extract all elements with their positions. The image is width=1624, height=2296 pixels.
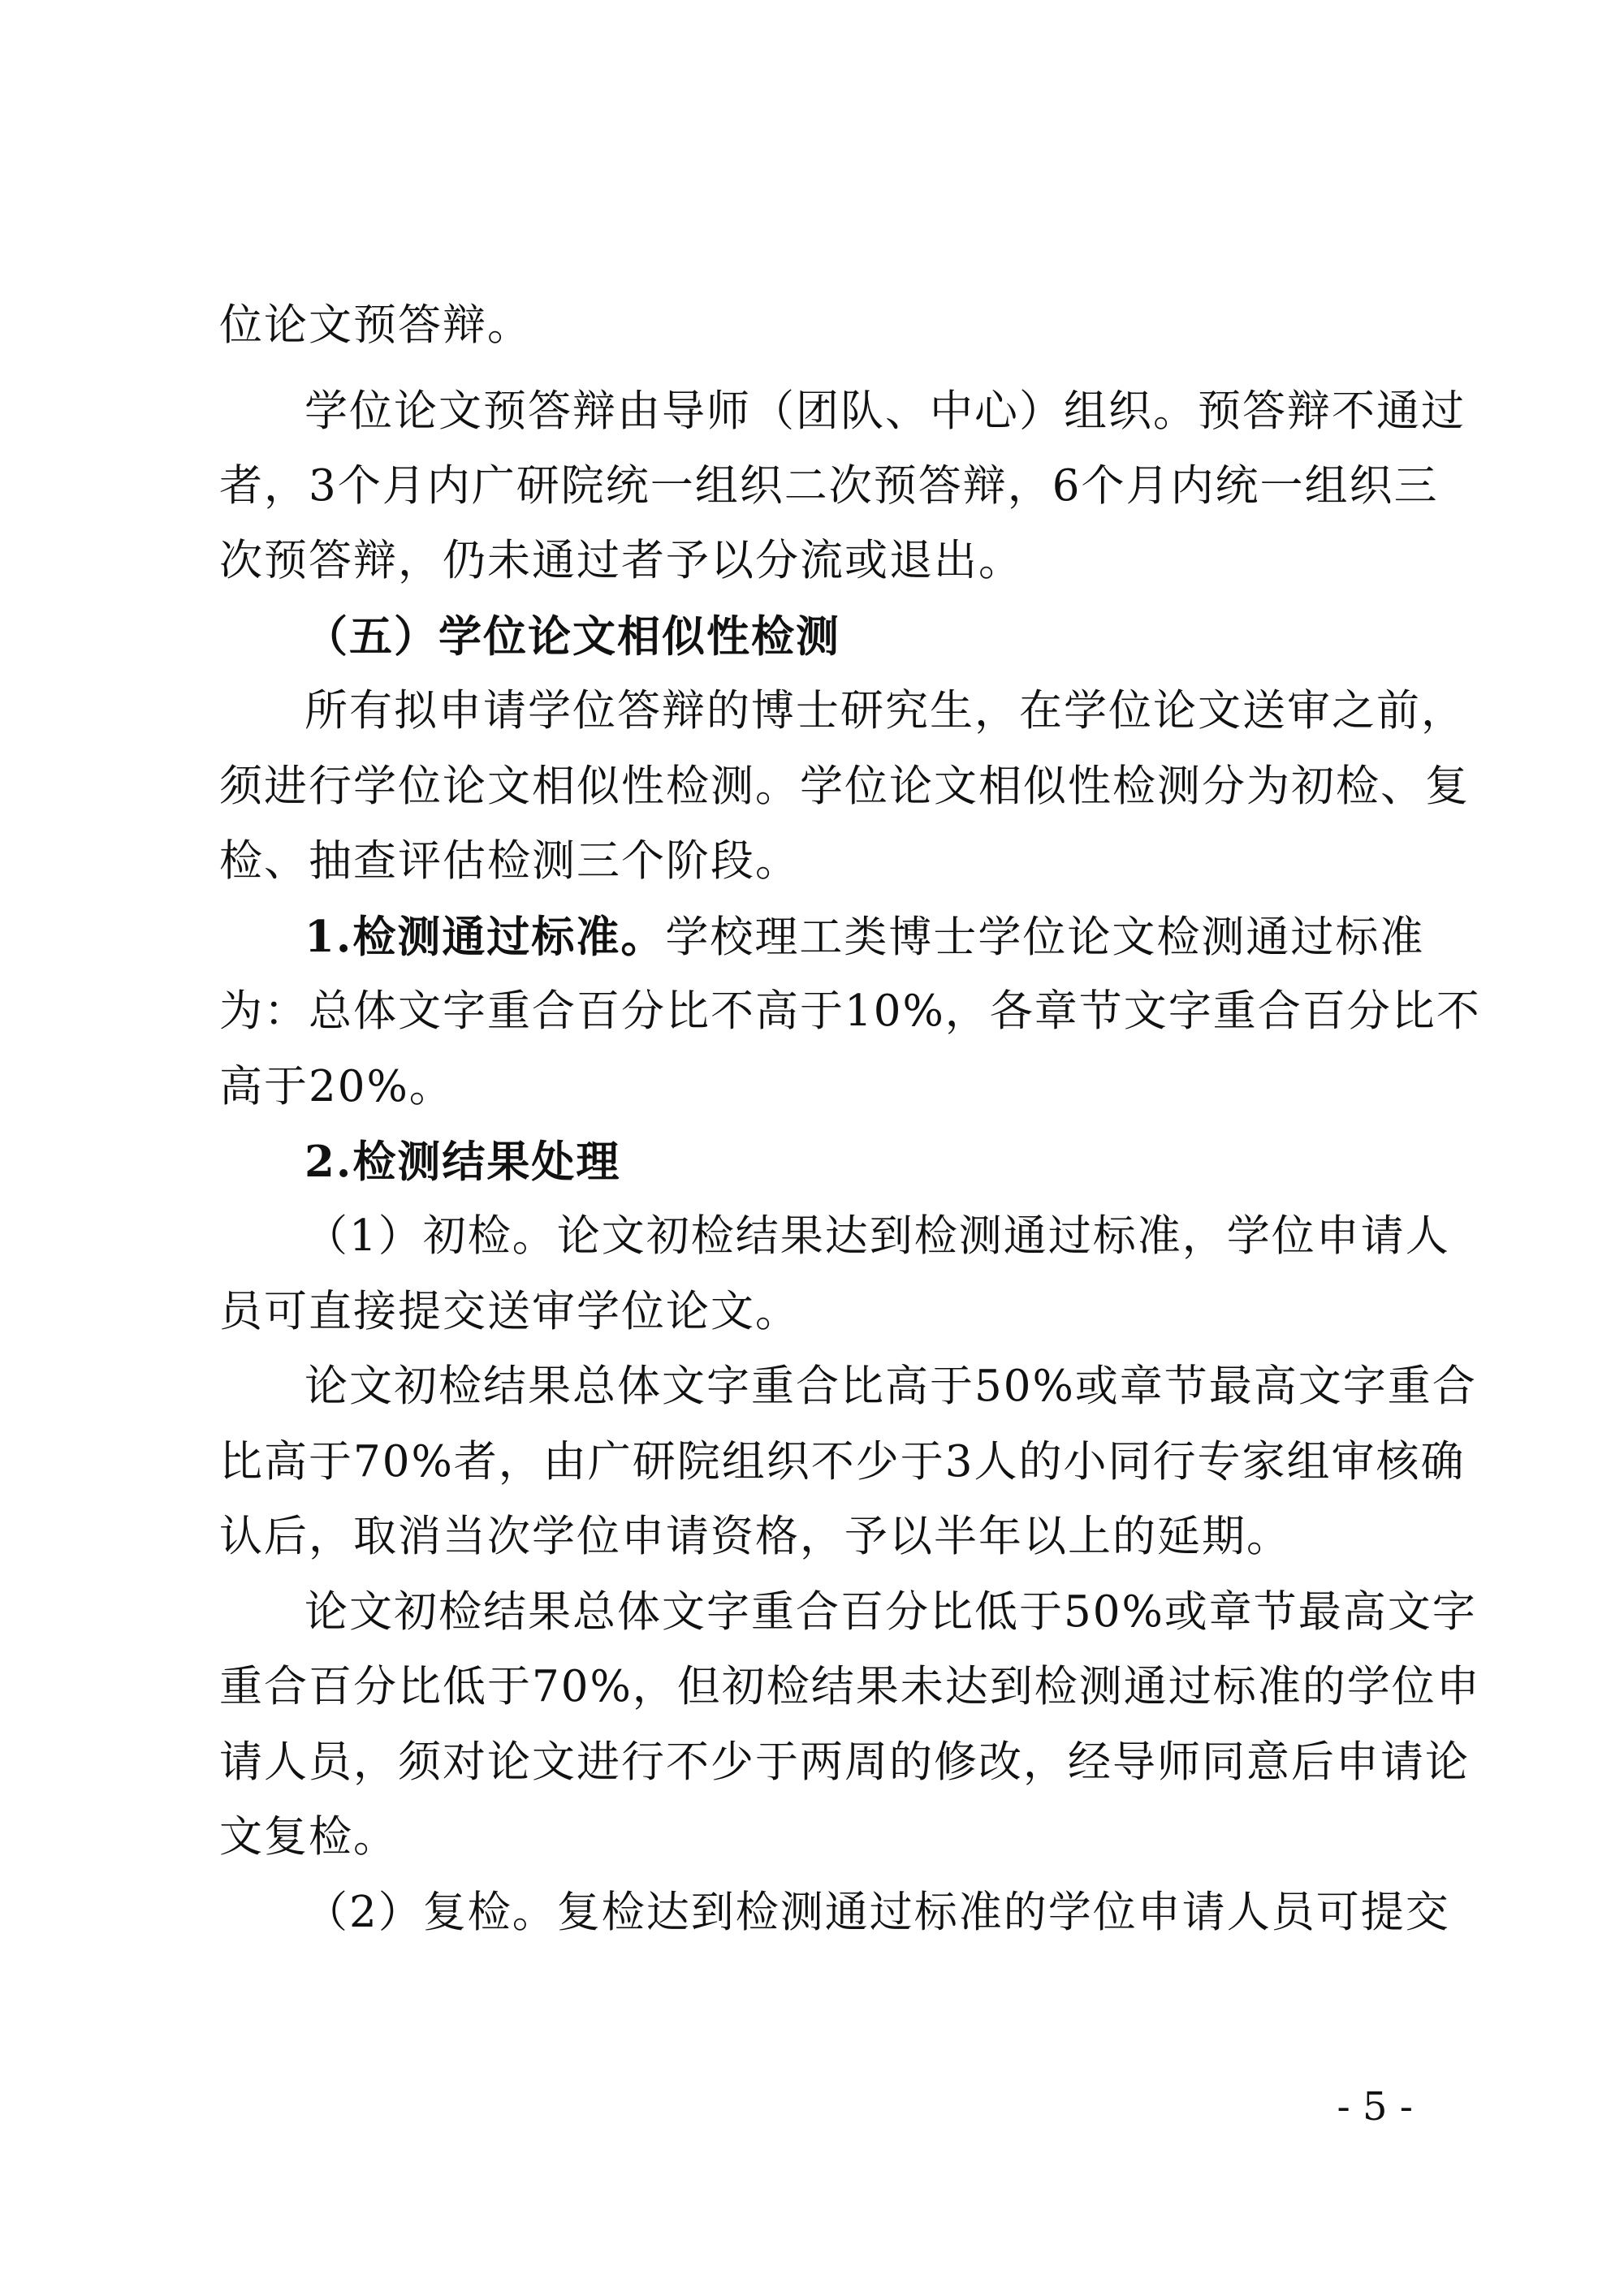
paragraph-line: 高于20%。 — [219, 1062, 454, 1111]
paragraph-line: 论文初检结果总体文字重合百分比低于50%或章节最高文字 — [304, 1587, 1477, 1637]
paragraph-line: 学位论文预答辩由导师（团队、中心）组织。预答辩不通过 — [304, 386, 1466, 436]
paragraph-line: 所有拟申请学位答辩的博士研究生，在学位论文送审之前， — [304, 686, 1466, 736]
section-heading: （五）学位论文相似性检测 — [304, 611, 840, 662]
paragraph-line: 员可直接提交送审学位论文。 — [219, 1287, 800, 1336]
paragraph-line: （2）复检。复检达到检测通过标准的学位申请人员可提交 — [304, 1888, 1450, 1937]
paragraph-text: 学校理工类博士学位论文检测通过标准 — [665, 913, 1425, 962]
paragraph-line: 重合百分比低于70%，但初检结果未达到检测通过标准的学位申 — [219, 1662, 1481, 1711]
paragraph-line: （1）初检。论文初检结果达到检测通过标准，学位申请人 — [304, 1211, 1450, 1261]
paragraph-line: 请人员，须对论文进行不少于两周的修改，经导师同意后申请论 — [219, 1737, 1470, 1787]
paragraph-line: 检、抽查评估检测三个阶段。 — [219, 836, 800, 886]
paragraph-line: 须进行学位论文相似性检测。学位论文相似性检测分为初检、复 — [219, 762, 1470, 811]
page-number: - 5 - — [1337, 2084, 1413, 2130]
paragraph-line: 文复检。 — [219, 1812, 398, 1862]
subheading: 2.检测结果处理 — [304, 1137, 621, 1187]
paragraph-line: 比高于70%者，由广研院组织不少于3人的小同行专家组审核确 — [219, 1437, 1466, 1487]
paragraph-line: 次预答辩，仍未通过者予以分流或退出。 — [219, 536, 1023, 585]
subheading-inline: 1.检测通过标准。 — [304, 912, 666, 962]
paragraph-line: 论文初检结果总体文字重合比高于50%或章节最高文字重合 — [304, 1362, 1477, 1411]
paragraph-line: 位论文预答辩。 — [219, 300, 532, 350]
paragraph-line — [304, 900, 1425, 973]
paragraph-line: 者，3个月内广研院统一组织二次预答辩，6个月内统一组织三 — [219, 461, 1439, 511]
paragraph-line: 认后，取消当次学位申请资格，予以半年以上的延期。 — [219, 1512, 1291, 1561]
paragraph-line: 为：总体文字重合百分比不高于10%，各章节文字重合百分比不 — [219, 986, 1481, 1036]
